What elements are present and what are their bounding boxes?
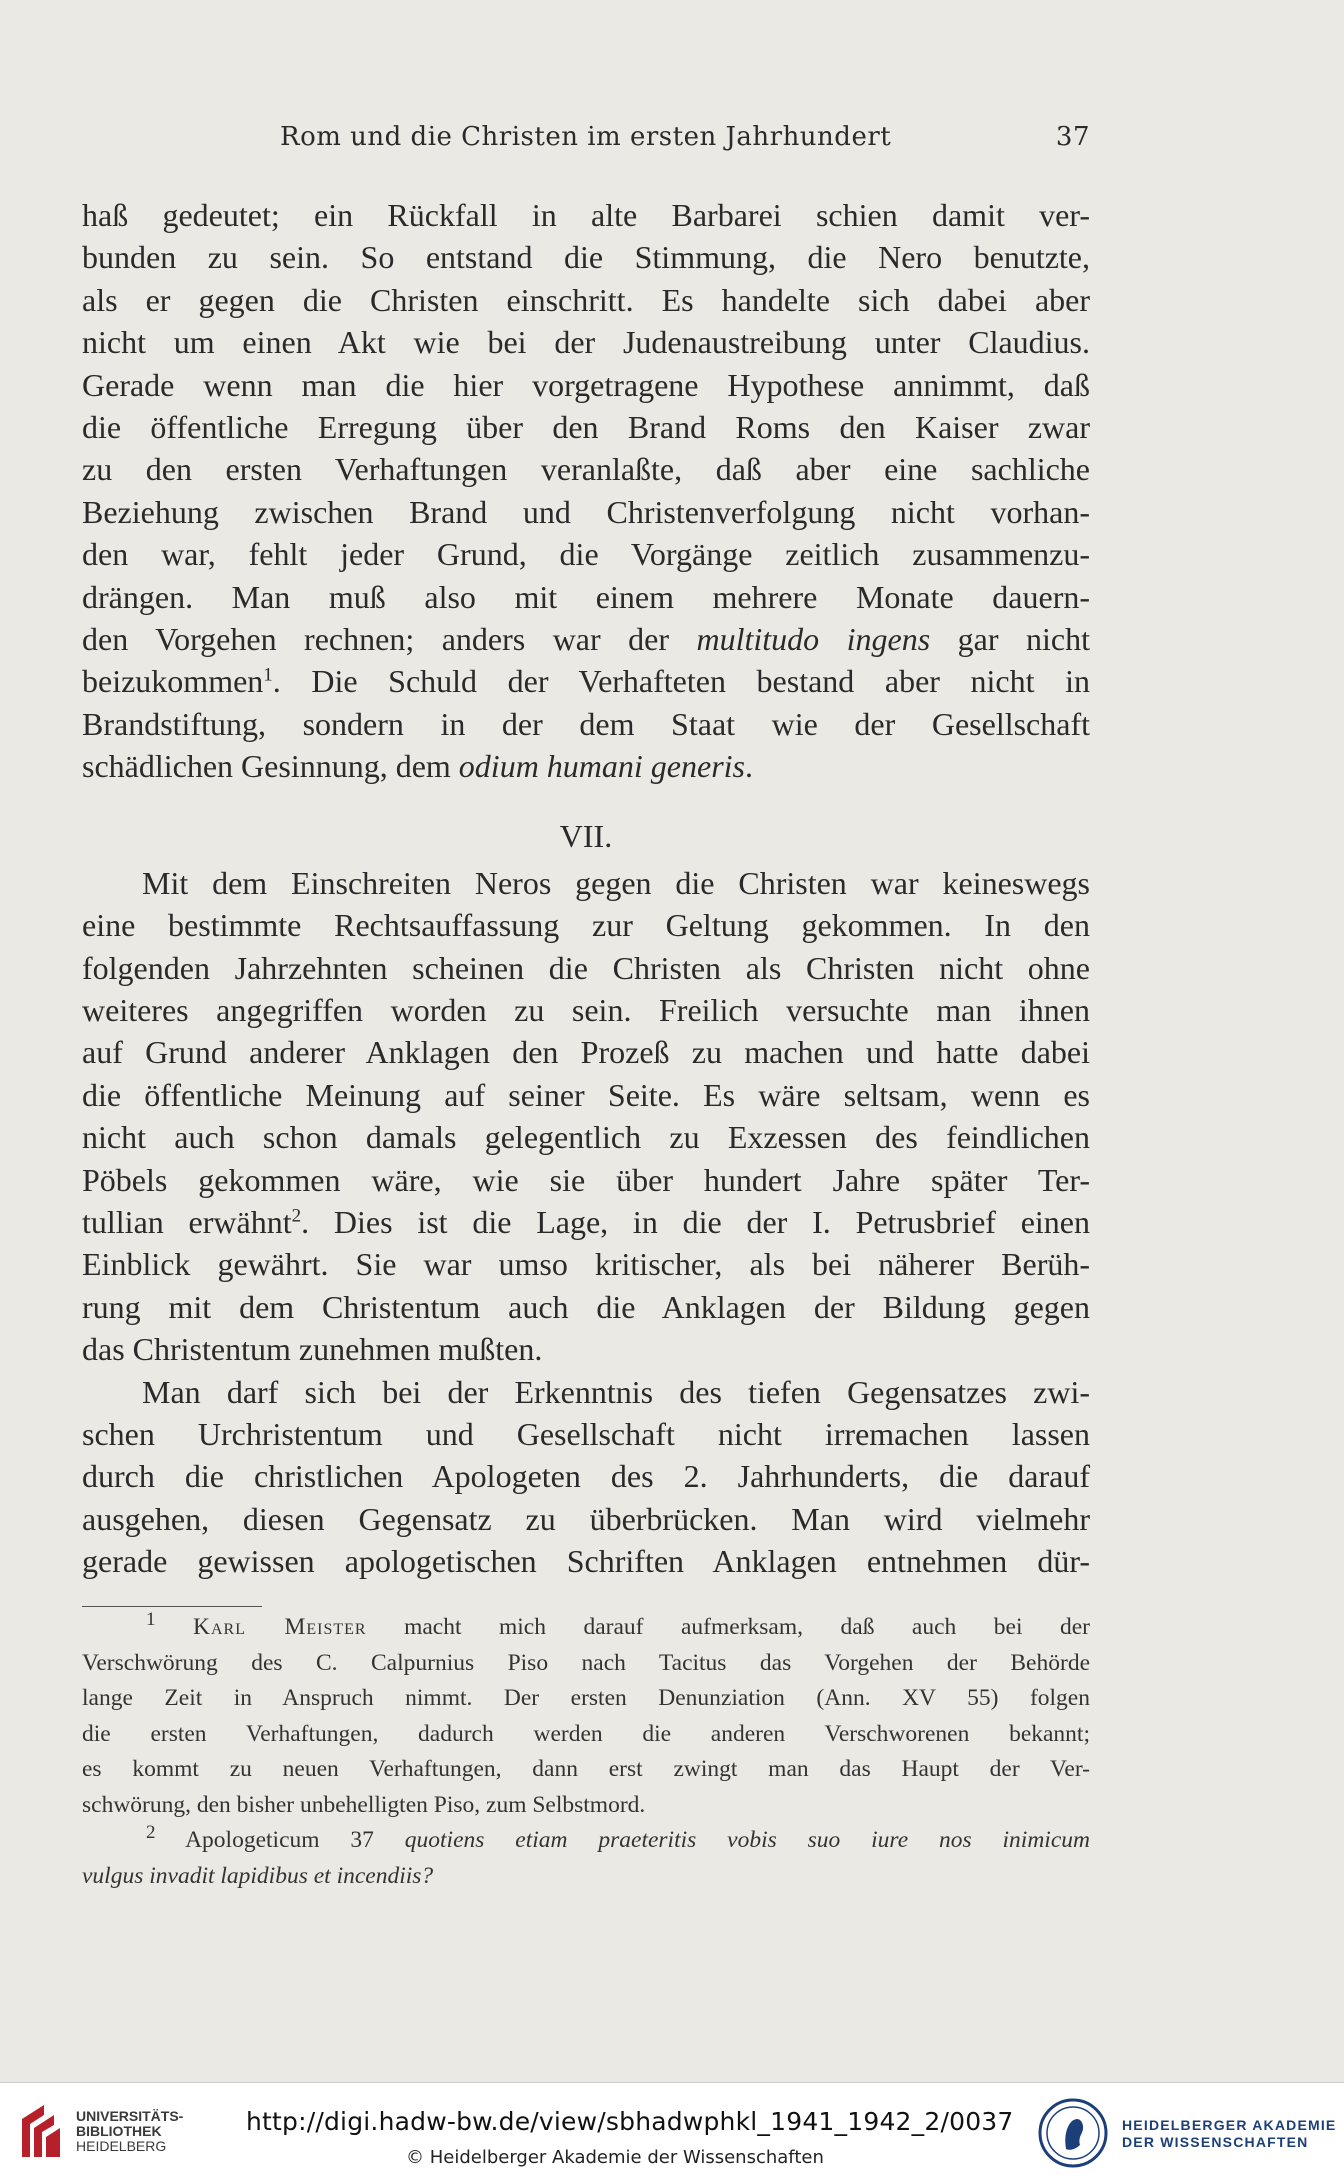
text-line: rung mit dem Christentum auch die Anklagen der Bildung gegen xyxy=(82,1288,1090,1325)
body-text xyxy=(82,194,1090,1583)
line-text: gar nicht xyxy=(930,620,1091,657)
section-heading: VII. xyxy=(559,818,613,855)
library-name-line: HEIDELBERG xyxy=(76,2138,167,2154)
university-library-name xyxy=(76,2109,183,2154)
latin-phrase: multitudo ingens xyxy=(696,620,931,657)
line-text: . Dies ist die Lage, in die der I. Petrusbrief einen xyxy=(301,1203,1091,1240)
copyright-notice: © Heidelberger Akademie der Wissenschaften xyxy=(406,2147,824,2168)
line-text: den Vorgehen rechnen; anders war der xyxy=(82,620,697,657)
footnote-quote: quotiens etiam praeteritis vobis suo iure nos inimicum xyxy=(404,1827,1090,1853)
text-line xyxy=(82,618,1090,660)
text-line: die öffentliche Meinung auf seiner Seite. Es wäre seltsam, wenn es xyxy=(82,1076,1090,1113)
footnote-text: macht mich darauf aufmerksam, daß auch bei der xyxy=(366,1614,1091,1640)
text-line xyxy=(82,745,1090,787)
footnote-line: Verschwörung des C. Calpurnius Piso nach Tacitus das Vorgehen der Behörde xyxy=(82,1649,1090,1676)
text-line: Brandstiftung, sondern in der dem Staat wie der Gesellschaft xyxy=(82,705,1090,742)
text-line: folgenden Jahrzehnten scheinen die Christen als Christen nicht ohne xyxy=(82,949,1090,986)
university-library-logo-icon[interactable] xyxy=(14,2101,64,2161)
library-name-line: BIBLIOTHEK xyxy=(76,2123,162,2139)
footnotes xyxy=(82,1610,1090,1894)
academy-name-line: HEIDELBERGER AKADEMIE xyxy=(1122,2117,1337,2133)
page-number: 37 xyxy=(1055,122,1090,152)
academy-seal-icon[interactable] xyxy=(1036,2097,1110,2169)
viewer-footer xyxy=(0,2082,1344,2178)
footnote-marker: 2 xyxy=(146,1822,156,1844)
text-line: gerade gewissen apologetischen Schriften Anklagen entnehmen dür- xyxy=(82,1543,1090,1580)
footnote-line: schwörung, den bisher unbehelligten Piso, zum Selbstmord. xyxy=(82,1791,646,1818)
text-line: nicht auch schon damals gelegentlich zu Exzessen des feindlichen xyxy=(82,1119,1090,1156)
text-line: ausgehen, diesen Gegensatz zu überbrücken. Man wird vielmehr xyxy=(82,1500,1090,1537)
footnote-text: Apologeticum 37 xyxy=(185,1827,405,1853)
line-text: tullian erwähnt xyxy=(82,1203,292,1240)
text-line: Gerade wenn man die hier vorgetragene Hypothese annimmt, daß xyxy=(82,366,1090,403)
text-line: zu den ersten Verhaftungen veranlaßte, daß aber eine sachliche xyxy=(82,451,1090,488)
academy-name xyxy=(1122,2117,1336,2151)
text-line: Einblick gewährt. Sie war umso kritischer, als bei näherer Berüh- xyxy=(82,1246,1090,1283)
footnote-ref[interactable]: 1 xyxy=(263,664,273,686)
text-line: den war, fehlt jeder Grund, die Vorgänge zeitlich zusammenzu- xyxy=(82,536,1090,573)
footnote-line: es kommt zu neuen Verhaftungen, dann erst zwingt man das Haupt der Ver- xyxy=(82,1756,1090,1782)
line-text: beizukommen xyxy=(82,663,264,700)
text-line: weiteres angegriffen worden zu sein. Freilich versuchte man ihnen xyxy=(82,992,1090,1029)
footnote-author: Karl Meister xyxy=(193,1614,367,1640)
library-name-line: UNIVERSITÄTS- xyxy=(76,2108,184,2124)
footnote-line xyxy=(82,1610,1090,1646)
permalink-url[interactable]: http://digi.hadw-bw.de/view/sbhadwphkl_1941_1942_2/0037 xyxy=(246,2107,1014,2136)
line-text: schädlichen Gesinnung, dem xyxy=(82,748,459,785)
text-line: die öffentliche Erregung über den Brand Roms den Kaiser zwar xyxy=(82,408,1090,445)
latin-phrase: odium humani generis xyxy=(458,748,745,785)
text-line: das Christentum zunehmen mußten. xyxy=(82,1331,543,1368)
text-line: bunden zu sein. So entstand die Stimmung, die Nero benutzte, xyxy=(82,239,1090,276)
text-line: Man darf sich bei der Erkenntnis des tiefen Gegensatzes zwi- xyxy=(142,1373,1090,1410)
text-line: Mit dem Einschreiten Neros gegen die Christen war keineswegs xyxy=(142,864,1090,901)
line-text: . xyxy=(745,748,753,785)
footnote-line xyxy=(82,1823,1090,1859)
text-line: als er gegen die Christen einschritt. Es handelte sich dabei aber xyxy=(82,281,1090,318)
running-title: Rom und die Christen im ersten Jahrhundert xyxy=(280,122,892,152)
text-line: durch die christlichen Apologeten des 2. Jahrhunderts, die darauf xyxy=(82,1458,1090,1495)
text-line: schen Urchristentum und Gesellschaft nicht irremachen lassen xyxy=(82,1415,1090,1452)
footnote-line xyxy=(82,1859,1090,1895)
text-line: auf Grund anderer Anklagen den Prozeß zu machen und hatte dabei xyxy=(82,1034,1090,1071)
footnote-quote: vulgus invadit lapidibus et incendiis? xyxy=(82,1862,434,1889)
text-line: drängen. Man muß also mit einem mehrere Monate dauern- xyxy=(82,578,1090,615)
text-line xyxy=(82,1201,1090,1243)
text-line: Pöbels gekommen wäre, wie sie über hundert Jahre später Ter- xyxy=(82,1161,1090,1198)
footnote-line: die ersten Verhaftungen, dadurch werden die anderen Verschworenen bekannt; xyxy=(82,1720,1090,1747)
footnote-ref[interactable]: 2 xyxy=(291,1205,302,1227)
text-line: eine bestimmte Rechtsauffassung zur Geltung gekommen. In den xyxy=(82,907,1090,944)
text-line xyxy=(82,660,1090,702)
text-line: nicht um einen Akt wie bei der Judenaustreibung unter Claudius. xyxy=(82,324,1090,361)
text-line: Beziehung zwischen Brand und Christenverfolgung nicht vorhan- xyxy=(82,493,1090,530)
academy-name-line: DER WISSENSCHAFTEN xyxy=(1122,2134,1309,2150)
line-text: . Die Schuld der Verhafteten bestand aber nicht in xyxy=(272,663,1090,700)
footnote-divider xyxy=(82,1606,262,1607)
text-line: haß gedeutet; ein Rückfall in alte Barbarei schien damit ver- xyxy=(82,197,1090,233)
footnote-marker: 1 xyxy=(146,1609,156,1631)
footnote-line: lange Zeit in Anspruch nimmt. Der ersten Denunziation (Ann. XV 55) folgen xyxy=(82,1685,1090,1711)
